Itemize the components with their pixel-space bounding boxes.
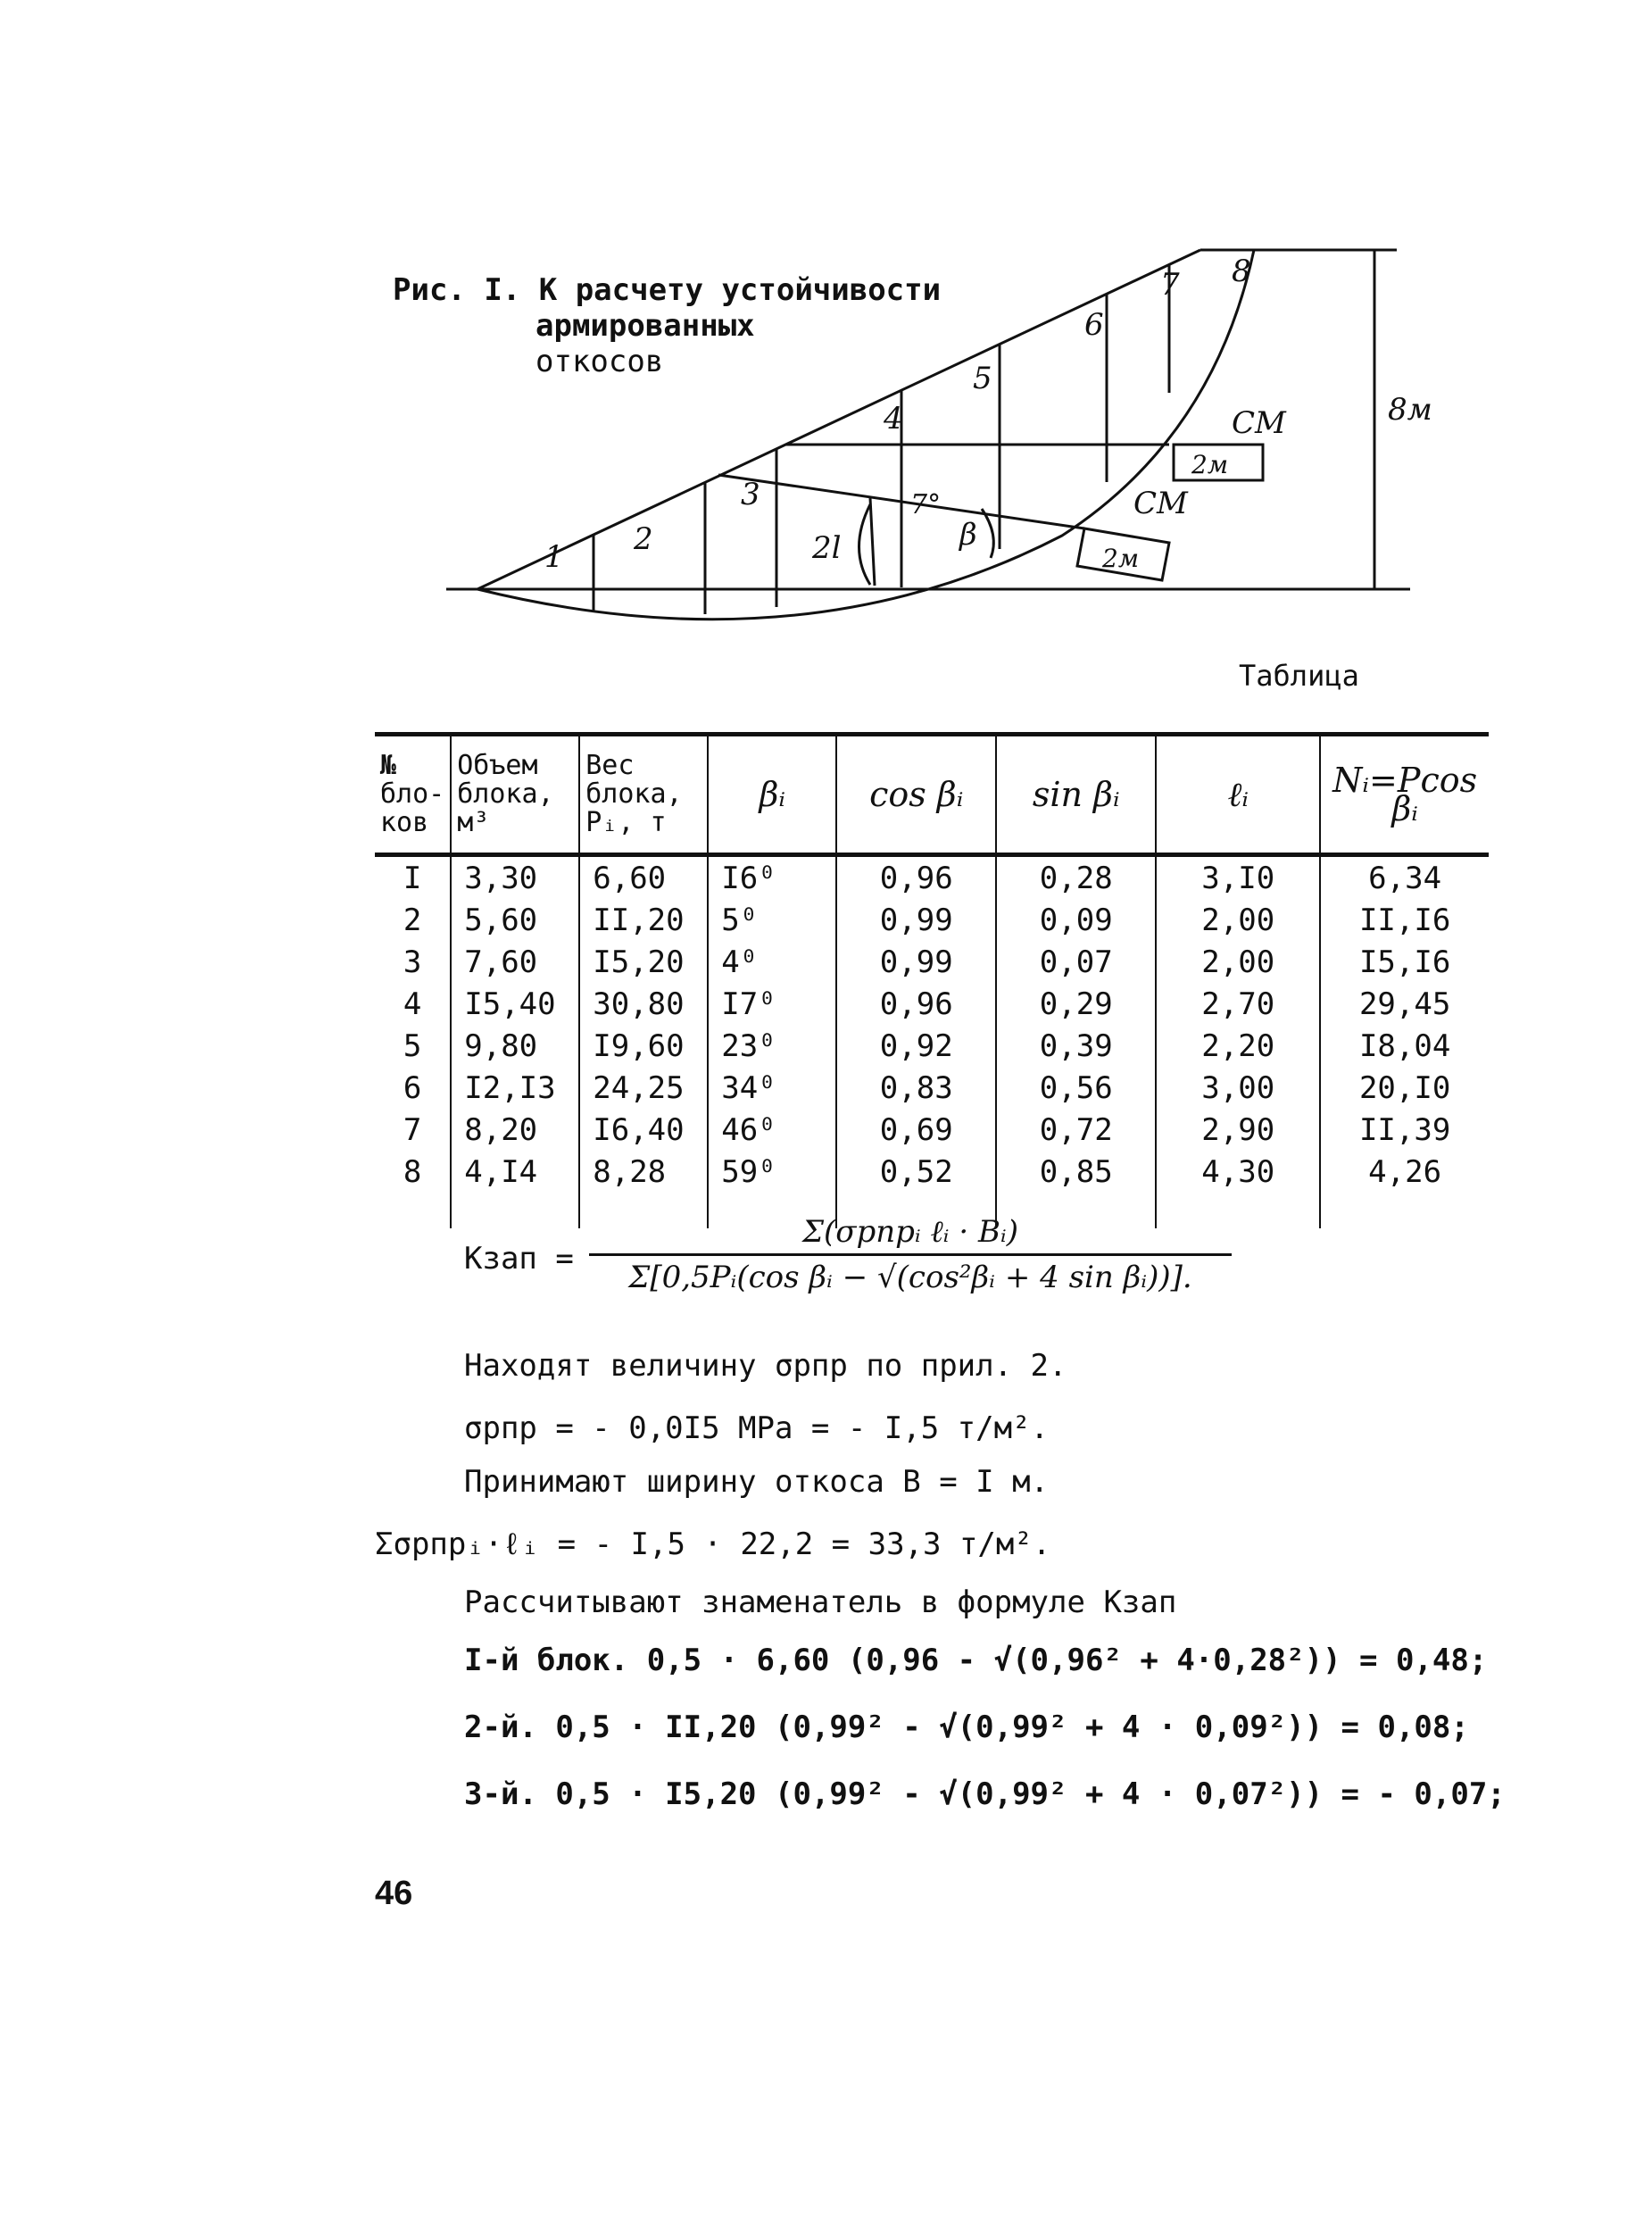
table-row xyxy=(375,899,1489,941)
table-cell: 0,29 xyxy=(996,983,1156,1025)
table-cell: 4⁰ xyxy=(708,941,836,983)
length-label-upper: 2м xyxy=(1191,450,1229,479)
table-cell: 3 xyxy=(403,944,422,980)
table-cell: 8 xyxy=(403,1153,422,1190)
table-cell: 2,90 xyxy=(1156,1109,1320,1151)
text-line-8: 3-й. 0,5 · I5,20 (0,99² - √(0,99² + 4 · 0,07²)) = - 0,07; xyxy=(464,1776,1506,1812)
table-title: Таблица xyxy=(1239,659,1359,693)
table-cell: 0,92 xyxy=(836,1025,996,1067)
table-cell: 2,00 xyxy=(1156,899,1320,941)
table-cell: 23⁰ xyxy=(708,1025,836,1067)
table-cell: 0,07 xyxy=(996,941,1156,983)
text-line-3: Принимают ширину откоса B = I м. xyxy=(464,1464,1050,1500)
table-cell: 3,00 xyxy=(1156,1067,1320,1109)
text-line-4: Σσрпрᵢ·ℓᵢ = - I,5 · 22,2 = 33,3 т/м². xyxy=(375,1526,1051,1562)
table-cell: 0,56 xyxy=(996,1067,1156,1109)
table-cell: 7,60 xyxy=(451,941,579,983)
table-cell: 8,28 xyxy=(579,1151,708,1228)
table-cell: I6,40 xyxy=(579,1109,708,1151)
caption-line-2: армированных xyxy=(535,308,755,344)
table-cell: 59⁰ xyxy=(708,1151,836,1228)
data-table xyxy=(375,732,1489,1228)
table-cell: 5,60 xyxy=(451,899,579,941)
table-cell: 30,80 xyxy=(579,983,708,1025)
block-label: 4 xyxy=(884,401,903,437)
table-cell: 5⁰ xyxy=(708,899,836,941)
header-length: ℓᵢ xyxy=(1156,735,1320,855)
table-cell: I xyxy=(403,860,422,896)
table-cell: 0,52 xyxy=(836,1151,996,1228)
table-cell: 3,I0 xyxy=(1156,855,1320,900)
table-cell: 0,99 xyxy=(836,941,996,983)
angle-line xyxy=(870,498,875,586)
table-cell: 46⁰ xyxy=(708,1109,836,1151)
table-cell: 2,20 xyxy=(1156,1025,1320,1067)
table-cell: 5 xyxy=(403,1027,422,1064)
table-row xyxy=(375,941,1489,983)
cm-label-lower: СМ xyxy=(1133,486,1188,521)
k-fraction xyxy=(589,1214,1232,1295)
table-cell: 29,45 xyxy=(1320,983,1489,1025)
k-label: Kзап = xyxy=(464,1241,574,1277)
table-cell: 0,39 xyxy=(996,1025,1156,1067)
table-cell: II,39 xyxy=(1320,1109,1489,1151)
beta-label: β xyxy=(959,517,977,553)
cm-label-upper: СМ xyxy=(1232,405,1286,441)
table-cell: 3,30 xyxy=(451,855,579,900)
header-beta: βᵢ xyxy=(708,735,836,855)
table-cell: 4 xyxy=(403,986,422,1022)
header-volume: Объем блока, м³ xyxy=(451,735,579,855)
table-cell: I8,04 xyxy=(1320,1025,1489,1067)
table-cell: 0,69 xyxy=(836,1109,996,1151)
caption-line-3: откосов xyxy=(535,344,664,379)
k-numerator: Σ(σрпрᵢ ℓᵢ · Bᵢ) xyxy=(589,1214,1232,1256)
alpha-label: 2l xyxy=(812,530,842,566)
length-label-lower: 2м xyxy=(1102,544,1140,573)
k-denominator: Σ[0,5Pᵢ(cos βᵢ − √(cos²βᵢ + 4 sin βᵢ))]. xyxy=(628,1260,1192,1295)
table-cell: I5,40 xyxy=(451,983,579,1025)
table-cell: 2,70 xyxy=(1156,983,1320,1025)
caption-line-1: Рис. I. К расчету устойчивости xyxy=(393,272,942,308)
table-cell: 20,I0 xyxy=(1320,1067,1489,1109)
table-cell: 8,20 xyxy=(451,1109,579,1151)
table-cell: 4,30 xyxy=(1156,1151,1320,1228)
block-label: 3 xyxy=(741,477,760,512)
text-line-2: σрпр = - 0,0I5 MPa = - I,5 т/м². xyxy=(464,1410,1050,1446)
block-label: 1 xyxy=(544,539,564,575)
table-row xyxy=(375,1025,1489,1067)
table-cell: 4,26 xyxy=(1320,1151,1489,1228)
header-weight: Вес блока, Pᵢ, т xyxy=(579,735,708,855)
header-normal-force: Nᵢ=Pcos βᵢ xyxy=(1320,735,1489,855)
table-row xyxy=(375,1067,1489,1109)
table-cell: 0,85 xyxy=(996,1151,1156,1228)
table-row xyxy=(375,855,1489,900)
block-label: 6 xyxy=(1084,307,1104,343)
slope-diagram xyxy=(428,241,1455,634)
text-line-1: Находят величину σрпр по прил. 2. xyxy=(464,1348,1067,1384)
header-sin-beta: sin βᵢ xyxy=(996,735,1156,855)
table-cell: I7⁰ xyxy=(708,983,836,1025)
table-cell: 0,09 xyxy=(996,899,1156,941)
table-cell: 0,96 xyxy=(836,983,996,1025)
table-cell: 0,96 xyxy=(836,855,996,900)
table-cell: 0,83 xyxy=(836,1067,996,1109)
angle-7-label: 7° xyxy=(910,489,942,520)
page-number: 46 xyxy=(375,1875,413,1912)
table-cell: 6 xyxy=(403,1069,422,1106)
table-cell: 0,28 xyxy=(996,855,1156,900)
table-cell: I6⁰ xyxy=(708,855,836,900)
header-cos-beta: cos βᵢ xyxy=(836,735,996,855)
block-label: 5 xyxy=(973,361,992,396)
table-cell: 4,I4 xyxy=(451,1151,579,1228)
table-cell: 9,80 xyxy=(451,1025,579,1067)
table-cell: 0,99 xyxy=(836,899,996,941)
table-header-row xyxy=(375,735,1489,855)
header-block-number: № бло- ков xyxy=(375,735,451,855)
table-cell: 0,72 xyxy=(996,1109,1156,1151)
table-cell: 6,34 xyxy=(1320,855,1489,900)
text-line-6: I-й блок. 0,5 · 6,60 (0,96 - √(0,96² + 4·0,28²)) = 0,48; xyxy=(464,1643,1488,1678)
table-cell: 6,60 xyxy=(579,855,708,900)
table-cell: 24,25 xyxy=(579,1067,708,1109)
text-line-7: 2-й. 0,5 · II,20 (0,99² - √(0,99² + 4 · 0,09²)) = 0,08; xyxy=(464,1709,1469,1745)
table-cell: 2,00 xyxy=(1156,941,1320,983)
table-row xyxy=(375,1109,1489,1151)
table-cell: II,20 xyxy=(579,899,708,941)
table-cell: I9,60 xyxy=(579,1025,708,1067)
table-cell: I2,I3 xyxy=(451,1067,579,1109)
block-label: 8 xyxy=(1232,254,1251,289)
block-label: 7 xyxy=(1160,267,1180,303)
table-cell: I5,20 xyxy=(579,941,708,983)
text-line-5: Рассчитывают знаменатель в формуле Kзап xyxy=(464,1585,1177,1620)
table-cell: 7 xyxy=(403,1111,422,1148)
table-cell: II,I6 xyxy=(1320,899,1489,941)
table-cell: 2 xyxy=(403,902,422,938)
table-cell: I5,I6 xyxy=(1320,941,1489,983)
table-cell: 34⁰ xyxy=(708,1067,836,1109)
alpha-angle-arc xyxy=(859,504,871,585)
block-label: 2 xyxy=(634,521,653,557)
height-label: 8м xyxy=(1388,392,1432,428)
table-row xyxy=(375,983,1489,1025)
